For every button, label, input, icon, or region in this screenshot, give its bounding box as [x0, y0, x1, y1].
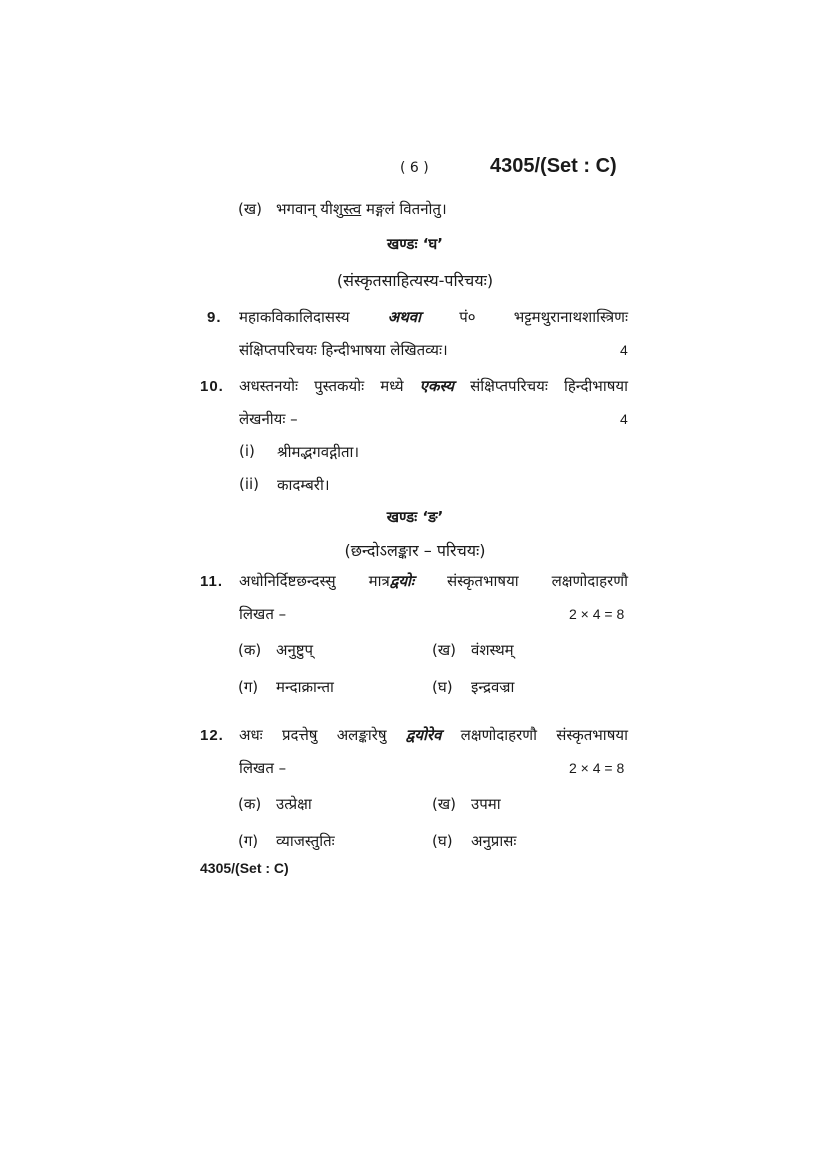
item-kha-text: [276, 199, 447, 219]
q10-word: मध्ये: [380, 377, 404, 395]
q9-word: भट्टमथुरानाथशास्त्रिणः: [513, 308, 628, 326]
section-nga-title: खण्डः ‘ङ’: [386, 508, 444, 526]
q11-line2: लिखत –: [239, 605, 287, 623]
q12-number: 12.: [200, 727, 224, 744]
q11-number: 11.: [200, 573, 224, 590]
q11-marks: 2 × 4 = 8: [569, 606, 625, 622]
q10-word: संक्षिप्तपरिचयः: [470, 377, 548, 395]
q11-option-text: वंशस्थम्: [471, 641, 514, 659]
q11-option-label: (क): [238, 641, 262, 659]
q12-option-text: व्याजस्तुतिः: [276, 832, 335, 850]
page-number: ( 6 ): [400, 160, 429, 176]
q11-option-text: मन्दाक्रान्ता: [276, 678, 334, 696]
q12-line2: लिखत –: [239, 759, 287, 777]
q10-line2: लेखनीयः –: [239, 410, 298, 428]
q12-option-label: (ख): [432, 795, 456, 813]
item-kha-text-a: भगवान् यीशु: [276, 200, 344, 218]
q11-word-compound: [369, 571, 414, 591]
q11-word: अधोनिर्दिष्टछन्दस्सु: [239, 572, 336, 590]
q11-option-label: (घ): [432, 678, 453, 696]
q10-word: पुस्तकयोः: [314, 377, 365, 395]
q11-option-label: (ग): [238, 678, 259, 696]
q12-option-label: (ग): [238, 832, 259, 850]
q10-word-emphasis: एकस्य: [419, 377, 455, 395]
q9-line2: संक्षिप्तपरिचयः हिन्दीभाषया लेखितव्यः।: [239, 341, 448, 359]
item-kha-label: (ख): [238, 200, 262, 218]
q12-word: अधः: [239, 726, 263, 744]
section-nga-subtitle: (छन्दोऽलङ्कार – परिचयः): [344, 541, 486, 560]
q10-line1: [239, 376, 628, 396]
q11-word: लक्षणोदाहरणौ: [551, 572, 628, 590]
q11-line1: [239, 571, 628, 591]
paper-code-header: 4305/(Set : C): [490, 155, 617, 177]
q9-word-emphasis: अथवा: [387, 308, 422, 326]
q12-word: संस्कृतभाषया: [556, 726, 628, 744]
q11-option-text: अनुष्टुप्: [276, 641, 314, 659]
q12-option-text: उपमा: [471, 795, 501, 813]
q10-option-label: (ii): [239, 475, 260, 493]
paper-code-footer: 4305/(Set : C): [200, 860, 289, 876]
q10-number: 10.: [200, 378, 224, 395]
q12-word-emphasis: द्वयोरेव: [405, 726, 442, 744]
section-gha-title: खण्डः ‘घ’: [387, 235, 443, 253]
q11-option-label: (ख): [432, 641, 456, 659]
q11-word-emphasis: द्वयोः: [389, 572, 414, 590]
item-kha-text-b: मङ्गलं वितनोतु।: [361, 200, 447, 218]
q11-option-text: इन्द्रवज्रा: [471, 678, 515, 696]
q10-word: अधस्तनयोः: [239, 377, 299, 395]
q10-option-text: कादम्बरी।: [277, 476, 330, 494]
q12-marks: 2 × 4 = 8: [569, 760, 625, 776]
q11-word-part: मात्र: [368, 572, 390, 590]
q12-option-text: उत्प्रेक्षा: [276, 795, 312, 813]
q10-option-text: श्रीमद्भगवद्गीता।: [277, 443, 360, 461]
q12-option-text: अनुप्रासः: [471, 832, 517, 850]
q9-line1: [239, 307, 628, 327]
q10-marks: 4: [620, 411, 628, 427]
q10-word: हिन्दीभाषया: [563, 377, 628, 395]
q12-word: अलङ्कारेषु: [336, 726, 387, 744]
q9-word: महाकविकालिदासस्य: [239, 308, 350, 326]
q9-number: 9.: [207, 309, 222, 326]
item-kha-text-underlined: स्त्व: [343, 200, 362, 218]
q12-word: प्रदत्तेषु: [281, 726, 318, 744]
section-gha-subtitle: (संस्कृतसाहित्यस्य-परिचयः): [336, 271, 494, 290]
q12-option-label: (क): [238, 795, 262, 813]
q12-line1: [239, 725, 628, 745]
q12-word: लक्षणोदाहरणौ: [460, 726, 537, 744]
q9-marks: 4: [620, 342, 628, 358]
q9-word: पं०: [459, 308, 476, 326]
q10-option-label: (i): [239, 442, 255, 460]
q11-word: संस्कृतभाषया: [446, 572, 519, 590]
q12-option-label: (घ): [432, 832, 453, 850]
